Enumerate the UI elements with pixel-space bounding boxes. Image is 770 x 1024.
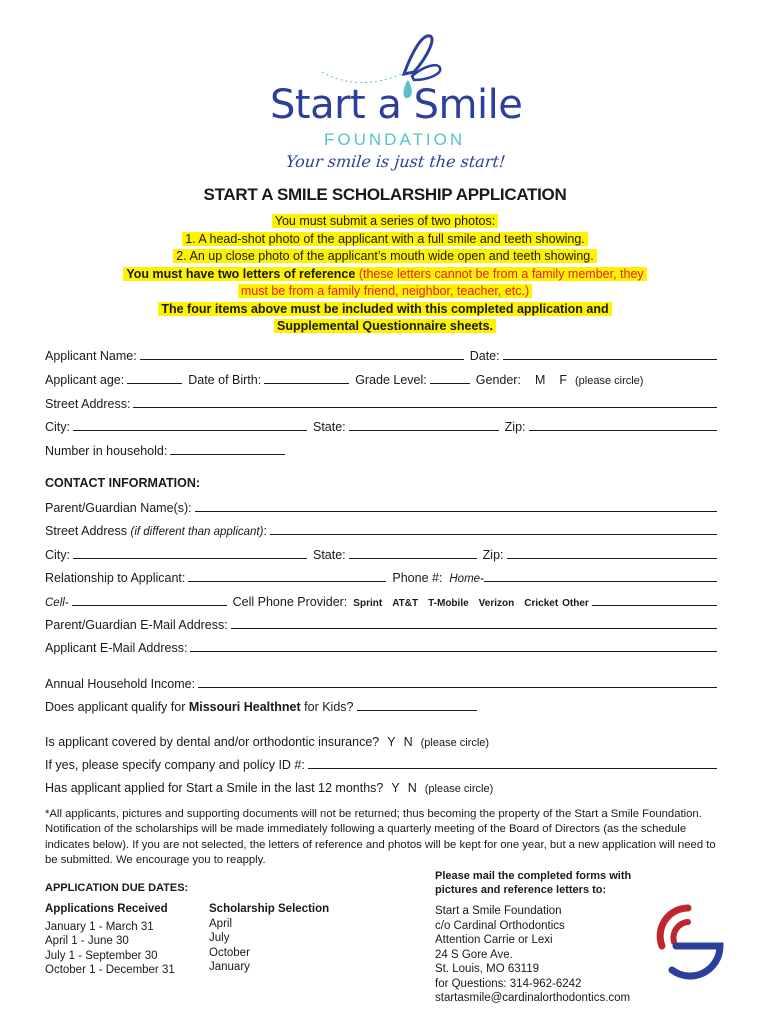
phone-label: Phone #: bbox=[392, 571, 443, 585]
notice-references: You must have two letters of reference bbox=[126, 266, 356, 281]
selection-month: October bbox=[209, 946, 250, 959]
relationship-label: Relationship to Applicant: bbox=[45, 571, 186, 585]
cardinal-orthodontics-logo-icon bbox=[648, 902, 728, 982]
provider-option[interactable]: Cricket bbox=[524, 598, 559, 609]
logo-tagline: Your smile is just the start! bbox=[285, 152, 507, 171]
applied-row bbox=[45, 777, 717, 795]
provider-option[interactable]: Verizon bbox=[478, 598, 515, 609]
please-circle-note: (please circle) bbox=[420, 737, 490, 749]
selection-month: January bbox=[209, 961, 250, 973]
state-field[interactable] bbox=[349, 419, 499, 431]
mail-line: Attention Carrie or Lexi bbox=[435, 934, 553, 946]
applicant-email-label: Applicant E-Mail Address: bbox=[45, 641, 188, 655]
applicant-email-field[interactable] bbox=[190, 640, 717, 652]
requirements-notice bbox=[0, 213, 770, 336]
mail-line: Start a Smile Foundation bbox=[435, 905, 562, 917]
provider-option[interactable]: Other bbox=[562, 598, 589, 609]
city-row bbox=[45, 416, 717, 434]
insurance-label: Is applicant covered by dental and/or orthodontic insurance? bbox=[45, 735, 380, 749]
gender-label: Gender: bbox=[475, 373, 521, 387]
please-circle-note: (please circle) bbox=[424, 783, 494, 795]
household-label: Number in household: bbox=[45, 444, 168, 458]
street-address-row bbox=[45, 393, 717, 411]
healthnet-label: Does applicant qualify for bbox=[45, 700, 186, 714]
contact-zip-field[interactable] bbox=[507, 547, 717, 559]
scholarship-selection-column bbox=[209, 902, 329, 975]
notice-line: You must submit a series of two photos: bbox=[272, 214, 498, 228]
colon: : bbox=[263, 524, 267, 538]
mail-line: c/o Cardinal Orthodontics bbox=[435, 919, 565, 932]
income-field[interactable] bbox=[198, 676, 717, 688]
received-period: October 1 - December 31 bbox=[45, 964, 175, 976]
mail-line: St. Louis, MO 63119 bbox=[435, 963, 539, 975]
received-period: April 1 - June 30 bbox=[45, 935, 129, 947]
healthnet-field[interactable] bbox=[357, 699, 478, 711]
city-label: City: bbox=[45, 420, 70, 434]
healthnet-suffix: for Kids? bbox=[304, 700, 354, 714]
parent-name-field[interactable] bbox=[195, 500, 717, 512]
notice-references-note-2: must be from a family friend, neighbor, teacher, etc.) bbox=[238, 284, 532, 298]
age-field[interactable] bbox=[127, 372, 182, 384]
policy-field[interactable] bbox=[308, 757, 717, 769]
notice-line: The four items above must be included with this completed application and bbox=[158, 302, 611, 316]
income-label: Annual Household Income: bbox=[45, 677, 196, 691]
date-field[interactable] bbox=[503, 348, 717, 360]
street-label: Street Address: bbox=[45, 397, 131, 411]
parent-name-label: Parent/Guardian Name(s): bbox=[45, 501, 192, 515]
selection-heading: Scholarship Selection bbox=[209, 903, 330, 915]
cell-row bbox=[45, 591, 717, 609]
cell-field[interactable] bbox=[72, 594, 227, 606]
parent-email-row bbox=[45, 614, 717, 632]
applied-yes-option[interactable]: Y bbox=[391, 781, 400, 795]
received-period: July 1 - September 30 bbox=[45, 949, 158, 962]
contact-zip-label: Zip: bbox=[482, 548, 504, 562]
contact-state-field[interactable] bbox=[349, 547, 477, 559]
zip-label: Zip: bbox=[504, 420, 526, 434]
parent-email-label: Parent/Guardian E-Mail Address: bbox=[45, 618, 228, 632]
contact-city-label: City: bbox=[45, 548, 70, 562]
relationship-field[interactable] bbox=[188, 570, 386, 582]
mail-heading bbox=[435, 869, 665, 897]
contact-street-label: Street Address bbox=[45, 524, 127, 538]
healthnet-row bbox=[45, 696, 477, 714]
insurance-yes-option[interactable]: Y bbox=[387, 735, 396, 749]
logo-title: Start a Smile bbox=[270, 82, 523, 128]
logo-subtitle: FOUNDATION bbox=[324, 130, 466, 149]
contact-state-label: State: bbox=[313, 548, 346, 562]
contact-heading: CONTACT INFORMATION: bbox=[45, 476, 201, 490]
applicant-name-field[interactable] bbox=[140, 348, 464, 360]
cell-label: Cell- bbox=[45, 597, 69, 609]
contact-street-field[interactable] bbox=[270, 523, 717, 535]
provider-option[interactable]: Sprint bbox=[353, 598, 383, 609]
household-row bbox=[45, 440, 285, 458]
received-heading: Applications Received bbox=[45, 903, 168, 915]
grade-field[interactable] bbox=[430, 372, 470, 384]
insurance-row bbox=[45, 731, 717, 749]
contact-street-row bbox=[45, 520, 717, 538]
zip-field[interactable] bbox=[529, 419, 717, 431]
applicant-email-row bbox=[45, 637, 717, 655]
household-field[interactable] bbox=[170, 443, 285, 455]
applications-received-column bbox=[45, 902, 175, 978]
gender-m-option[interactable]: M bbox=[534, 373, 546, 387]
provider-label: Cell Phone Provider: bbox=[232, 595, 348, 609]
city-field[interactable] bbox=[73, 419, 307, 431]
date-label: Date: bbox=[469, 349, 500, 363]
insurance-no-option[interactable]: N bbox=[403, 735, 413, 749]
mail-phone: for Questions: 314-962-6242 bbox=[435, 977, 582, 990]
state-label: State: bbox=[313, 420, 346, 434]
notice-line: 2. An up close photo of the applicant’s mouth wide open and teeth showing. bbox=[173, 249, 596, 263]
applied-no-option[interactable]: N bbox=[407, 781, 417, 795]
applicant-name-label: Applicant Name: bbox=[45, 349, 137, 363]
income-row bbox=[45, 673, 717, 691]
home-phone-label: Home- bbox=[449, 573, 484, 585]
grade-label: Grade Level: bbox=[355, 373, 427, 387]
parent-email-field[interactable] bbox=[231, 617, 717, 629]
mail-heading-line: pictures and reference letters to: bbox=[435, 884, 607, 896]
relationship-row bbox=[45, 567, 717, 585]
mailing-address bbox=[435, 904, 630, 1006]
healthnet-program: Missouri Healthnet bbox=[188, 700, 301, 714]
applied-label: Has applicant applied for Start a Smile in the last 12 months? bbox=[45, 781, 384, 795]
please-circle-note: (please circle) bbox=[575, 375, 644, 387]
mail-email[interactable]: startasmile@cardinalorthodontics.com bbox=[435, 992, 631, 1004]
notice-line: Supplemental Questionnaire sheets. bbox=[274, 319, 496, 333]
applicant-name-row bbox=[45, 345, 717, 363]
dob-field[interactable] bbox=[264, 372, 349, 384]
mail-line: 24 S Gore Ave. bbox=[435, 948, 513, 961]
applicant-age-row bbox=[45, 369, 717, 387]
mail-heading-line: Please mail the completed forms with bbox=[435, 870, 632, 882]
other-provider-field[interactable] bbox=[592, 594, 717, 606]
notice-references-note: (these letters cannot be from a family member, they bbox=[358, 266, 644, 281]
contact-street-note: (if different than applicant) bbox=[130, 526, 264, 538]
due-dates-heading: APPLICATION DUE DATES: bbox=[45, 882, 189, 894]
policy-row bbox=[45, 754, 717, 772]
contact-city-field[interactable] bbox=[73, 547, 307, 559]
parent-name-row bbox=[45, 497, 717, 515]
disclaimer-paragraph: *All applicants, pictures and supporting documents will not be returned; thus becoming the property of the Start a Smile Foundation. Notification of the scholarships will be made immediately following a quarterly meeting of the Board of Directors (as the schedule indicates below). If you are not selected, the letters of reference and photos will be kept for one year, but a new application will need to be submitted. We encourage you to reapply. bbox=[45, 808, 716, 867]
age-label: Applicant age: bbox=[45, 373, 125, 387]
page-title: START A SMILE SCHOLARSHIP APPLICATION bbox=[203, 185, 567, 204]
notice-line: 1. A head-shot photo of the applicant with a full smile and teeth showing. bbox=[182, 232, 588, 246]
home-phone-field[interactable] bbox=[484, 570, 717, 582]
selection-month: April bbox=[209, 917, 233, 930]
provider-option[interactable]: AT&T bbox=[392, 598, 419, 609]
dob-label: Date of Birth: bbox=[188, 373, 262, 387]
gender-f-option[interactable]: F bbox=[559, 373, 567, 387]
contact-city-row bbox=[45, 544, 717, 562]
street-field[interactable] bbox=[133, 396, 717, 408]
received-period: January 1 - March 31 bbox=[45, 920, 154, 933]
selection-month: July bbox=[209, 932, 230, 944]
policy-label: If yes, please specify company and policy ID #: bbox=[45, 758, 305, 772]
foundation-logo bbox=[262, 22, 523, 182]
provider-option[interactable]: T-Mobile bbox=[428, 598, 469, 609]
